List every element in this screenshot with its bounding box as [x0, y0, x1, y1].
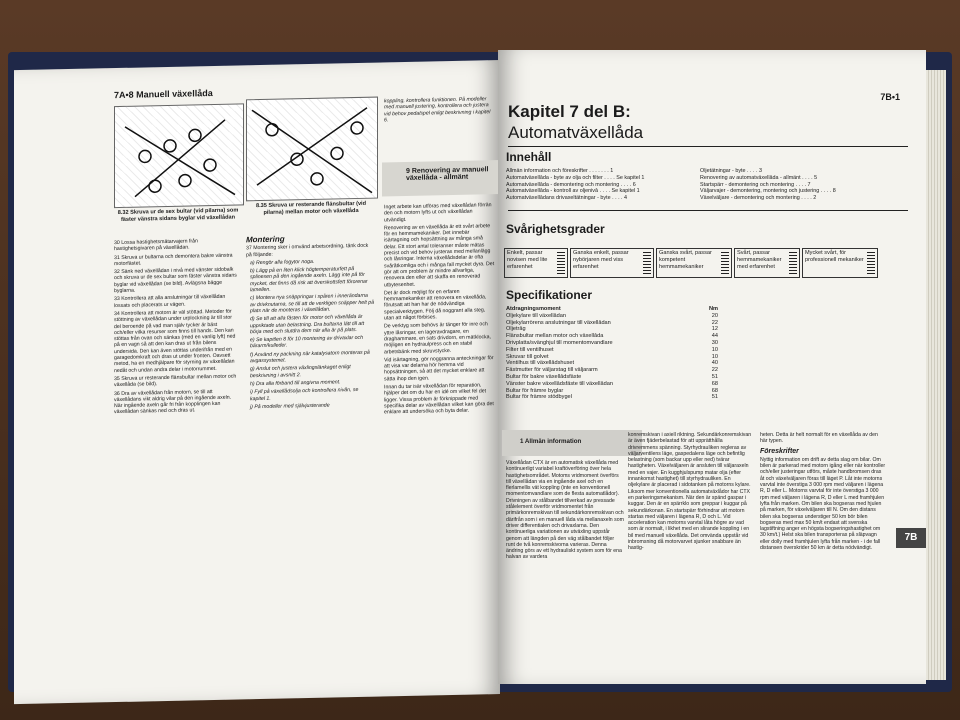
- table-row: [506, 354, 718, 361]
- torque-value: 10: [711, 353, 718, 360]
- difficulty-title: Svårighetsgrader: [506, 222, 605, 236]
- paragraph: Det är dock möjligt för en erfaren hemmamekaniker att renovera en växellåda, förutsatt att han har de nödvändiga specialverktygen. Följ då noggrant alla steg, utan att något förbises.: [384, 288, 487, 322]
- left-column-3-top: koppling, kontrollera funktionen. På modeller med manuell justering, kontrollera och justera vid behov pedalspel enligt beskrivning i kapitel 6.: [384, 96, 491, 124]
- torque-item: Bultar för främre byglar: [506, 387, 564, 394]
- torque-item: Bultar för bakre växellådsfäste: [506, 373, 582, 380]
- torque-value: 10: [711, 346, 718, 353]
- spanner-icon: [721, 252, 729, 274]
- figure-8-35: [246, 97, 378, 202]
- torque-value: 30: [711, 339, 718, 346]
- torque-header: [506, 306, 718, 313]
- difficulty-1: [504, 248, 568, 278]
- list-item: i) Fyll på växellådsolja och kontrollera nivån, se kapitel 1.: [250, 387, 359, 402]
- torque-item: Skruvar till golvet: [506, 353, 549, 360]
- difficulty-5: [802, 248, 878, 278]
- list-item: d) Se till att alla fästen för motor och växellåda är uppriktade utan belastning. Dra bultarna lätt till att börja med och slutdra dem när alla är på plats.: [250, 314, 365, 336]
- figure-8-35-caption: 8.35 Skruva ur resterande flänsbultar (vid pilarna) mellan motor och växellåda: [255, 200, 367, 216]
- paragraph: 32 Sänk ned växellådan i nivå med vänster sidobalk och skruva ur de sex bultar som fäster vänstra sidans byglar vid växellådan (se bild). Avlägsna bägge byglarna.: [114, 266, 237, 295]
- difficulty-label: Ganska svårt, passar kompetent hemmamekaniker: [659, 250, 712, 270]
- torque-item: Fästmutter för väljarstag till väljararm: [506, 367, 598, 374]
- right-column-1: Växellådan CTX är en automatisk växellåda med kontinuerligt variabel kraftöverföring över hela hastighetsområdet. Motoms vridmoment överförs till växellådan via en ingående axel och en flerlamellis vät koppling (inte en konventionell momentomvandlare som de flesta automatlådor). Drivningen av stålbandet tillverkad av pressade stålelement överför vridmomentet från primärkonremskivan till sekundärkonremskivan och därifrån som i en manuell låda via mellanaxeln som driver differentialen och drivaxlarna. Den kontinuerliga variationen av utväxling uppstår genom att längden på den väg stålbandet följer runt de två konremskivorna varieras. Denna ändring görs av ett hydrauliskt system som för ena halvan av vardera: [506, 460, 624, 561]
- torque-value: 22: [711, 367, 718, 374]
- title-rule: [508, 146, 908, 147]
- contents-item: Allmän information och föreskrifter . . . . . . . 1: [506, 168, 614, 174]
- list-item: f) Använd ny packning när katalysatorn monteras på avgassystemet.: [250, 349, 370, 365]
- table-row: [506, 313, 718, 320]
- list-item: e) Se kapitlen 8 för 10 montering av drivaxlar och bärarm/kulleder.: [250, 335, 364, 350]
- bolt-arrows-diagram-1: [115, 104, 243, 207]
- table-row: [506, 381, 718, 388]
- contents-item: Automatväxellåda - kontroll av oljenivå . . . . Se kapitel 1: [506, 188, 640, 195]
- difficulty-label: Enkelt, passar novisen med lite erfarenhet: [507, 250, 548, 270]
- list-item: g) Anslut och justera växlingslänkaget enligt beskrivning i avsnitt 2.: [250, 364, 351, 379]
- table-row: [506, 340, 718, 347]
- section-9-header: [382, 160, 500, 196]
- paragraph: 30 Lossa hastighetsmätarvajern från hastighetsgivaren på växellådan.: [114, 238, 198, 253]
- table-row: [506, 326, 718, 333]
- table-row: [506, 367, 718, 374]
- contents-item: Renovering av automatväxellåda - allmänt . . . . 5: [700, 174, 818, 181]
- contents-item: Väljarvajer - demontering, montering och justering . . . . 8: [700, 188, 836, 195]
- paragraph: Inget arbete kan utföras med växellådan förrän den och motorn lyfts ut och växellådan utvändigt.: [384, 202, 492, 224]
- section-9-title: 9 Renovering av manuell växellåda - allmänt: [406, 166, 489, 182]
- paragraph: Nyttig information om drift av detta slag om bilar. Om bilen är parkerad med motorn igång eller när kontroller och/eller justeringar utförs, måste handbromsen dras åt och växelväljaren föras till läget P. Låt inte motorns varvtal inte överstiga 3 000 rpm med väljaren i lägena R, D eller L. Motorns varvtal för inte överstiga 3 000 rpm med väljaren i lägena R, D eller L med framhjulen lyfta från marken. Om bilen ska bogseras med hjulen på marken, för växelväljaren till N. Om den distans bilen ska bogseras understiger 50 km bör bilen bogseras med max 50 km/t endast att svenska lagstiftning anger en högsta bogseringshastighet om 30 km/t.) Helst ska bilen transporteras på släpvagn eller dolly med framhjulen lyfta från marken - i de fall distansen överskrider 50 km är detta nödvändigt.: [760, 456, 886, 552]
- spanner-icon: [789, 252, 797, 274]
- contents-title: Innehåll: [506, 150, 552, 164]
- list-item: c) Montera nya snäppringar i spåren i innerändarna av drivknutarna, se till att de verkligen snäpper helt på plats när de monteras i växellådan.: [250, 293, 374, 315]
- table-row: [506, 347, 718, 354]
- foreskrifter-title: Föreskrifter: [760, 447, 799, 455]
- figure-8-32: [114, 103, 244, 208]
- contents-left: [506, 168, 696, 202]
- left-column-1: [114, 237, 238, 417]
- torque-value: 68: [711, 387, 718, 394]
- allman-info-header: 1 Allmän information: [502, 430, 642, 456]
- torque-value: 40: [711, 360, 718, 367]
- torque-value: 51: [711, 373, 718, 380]
- right-page: [498, 50, 926, 684]
- torque-value: 44: [711, 333, 718, 340]
- difficulty-3: [656, 248, 732, 278]
- left-column-3: [384, 202, 496, 418]
- torque-item: Bultar för främre stödbygel: [506, 394, 572, 401]
- difficulty-4: [734, 248, 800, 278]
- chapter-tab: 7B: [896, 528, 926, 548]
- list-item: b) Lägg på en liten klick högtemperaturfett på splinesen på den ingående axeln. Lägg inte på för mycket, det finns då risk att överskottsfett förorenar lamellen.: [250, 266, 368, 294]
- torque-item: Flänsbultar mellan motor och växellåda: [506, 333, 604, 340]
- paragraph: 34 Kontrollera att motorn är väl stöttad. Metoder för stöttning av växellådan under urplockning är till stor del beroende på vad man själv tycker är bäst och/eller vilka resurser som finns till hands. Den kan stöttas från ovan och sänkas (med en vanlig lyft) ned på en vagn så att den kan dras ut från bilens undersida. Den kan även stöttas underifrån med en garagedomkraft och dras ut under fronten. Oavsett metod, ha en medhjälpare för styrning av växellådan nedåt och undan andra delar i motorrummet.: [114, 308, 236, 374]
- contents-rule: [508, 210, 908, 211]
- table-row: [506, 394, 718, 401]
- contents-item: Automatväxellåda - byte av olja och filter . . . . Se kapitel 1: [506, 174, 645, 181]
- paragraph: De verktyg som behövs är tänger för inre och yttre låsringar, en lageravdragare, en draghammare, en sats drivdorn, en mätklocka, möjligen en hydraulpress och en stabil arbetsbänk med skruvstycke.: [384, 321, 491, 355]
- torque-item: Oljekylarrörens anslutningar till växellådan: [506, 319, 611, 326]
- difficulty-2: [570, 248, 654, 278]
- list-item: h) Dra alla förband till angivna moment.: [250, 379, 341, 388]
- torque-value: 68: [711, 380, 718, 387]
- table-row: [506, 388, 718, 395]
- torque-item: Ventilhus till växellådshuset: [506, 360, 575, 367]
- torque-label: Åtdragningsmoment: [506, 306, 561, 312]
- paragraph: 33 Kontrollera att alla anslutningar till växellådan lossats och placerats ur vägen.: [114, 294, 226, 309]
- paragraph: 35 Skruva ur resterande flänsbultar mellan motor och växellåda (se bild).: [114, 373, 237, 389]
- torque-value: 22: [711, 319, 718, 326]
- page-edges: [926, 70, 946, 680]
- chapter-subtitle: Automatväxellåda: [508, 123, 644, 142]
- torque-item: Drivplatta/svänghjul till momentomvandlare: [506, 339, 613, 346]
- torque-item: Oljetråg: [506, 326, 526, 333]
- figure-8-32-caption: 8.32 Skruva ur de sex bultar (vid pilarna) som fäster vänstra sidans byglar vid växellådan: [117, 207, 239, 223]
- torque-value: 20: [711, 312, 718, 319]
- contents-right: [700, 168, 886, 202]
- torque-item: Filter till ventilhuset: [506, 346, 554, 353]
- right-column-2: konremskivan i axiell riktning. Sekundärkonremskivan är även fjäderbelastad för att upprätthålla drivremmens spänning. Styrhydrauliken regleras av väljarventilens läge, gaspedalens läge och befintlig belastning (som backar upp eller ned) tvärar hastigheten. Växelväljaren är ansluten till väljaraxeln med en vajer. En kugghjulspump matar olja (efter innankomst hastighet) till styrhydrauliken. En oljekylare är placerad i sidotanken på motorns kylare. Liksom mer konventionella automatväxlådor har CTX en parkeringsmekanism. När den är spänd gaspar i kuggar. Den är en spärrklo som greppar i kuggar på sekundärkonan. En startspärr förhindrar att motorn startas med väljaren i lägena R, D och L. Vid acceleration kan motorns varvtal låta högre av vad som är normalt, i likhet med en slirande koppling i en bil med manuell växellåda. Det omvända uppstår vid inbromsning då motorvarvet sjunker snabbare än hastig-: [628, 432, 752, 552]
- difficulty-label: Ganska enkelt, passar nybörjaren med viss erfarenhet: [573, 250, 629, 270]
- right-column-3: [760, 432, 886, 551]
- torque-value: 51: [711, 394, 718, 401]
- right-page-header: 7B•1: [880, 92, 900, 102]
- table-row: [506, 360, 718, 367]
- left-column-2: [246, 235, 374, 413]
- table-row: [506, 333, 718, 340]
- list-item: a) Rengör alla fogytor noga.: [250, 258, 315, 267]
- spanner-icon: [867, 252, 875, 274]
- paragraph: 36 Dra av växellådan från motorn, se till att växellådans vikt aldrig vilar på den ingående axeln. När ingående axeln går fri från kopplingen kan växellådan sänkas ned och dras ut.: [114, 388, 232, 416]
- contents-item: Växelväljare - demontering och montering . . . . 2: [700, 195, 817, 202]
- torque-table: [506, 306, 718, 401]
- difficulty-label: Svårt, passar hemmamekaniker med erfarenhet: [737, 250, 782, 270]
- contents-item: Automatväxellåda - demontering och montering . . . . 6: [506, 181, 636, 188]
- chapter-title: Kapitel 7 del B:: [508, 102, 631, 121]
- contents-item: Oljetätningar - byte . . . . 3: [700, 168, 763, 174]
- contents-item: Automatväxellådans drivaxeltätningar - byte . . . . 4: [506, 195, 628, 202]
- left-page: [14, 60, 500, 704]
- torque-unit: Nm: [708, 306, 718, 312]
- difficulty-label: Mycket svårt, för professionell mekaniker: [805, 250, 864, 263]
- contents-item: Startspärr - demontering och montering . . . . 7: [700, 181, 811, 188]
- paragraph: 31 Skruva ur bultarna och demontera bakre vänstra motorfästet.: [114, 252, 233, 267]
- torque-item: Oljekylare till växellådan: [506, 312, 567, 319]
- spanner-icon: [643, 252, 651, 274]
- left-page-header: 7A•8 Manuell växellåda: [114, 88, 213, 101]
- spec-title: Specifikationer: [506, 288, 593, 302]
- torque-value: 12: [711, 326, 718, 333]
- paragraph: Innan du tar isär växellådan för reparation, hjälper det om du har en idé om vilket fel det ligger. Vissa problem är förknippade med specifika delar av växellådan vilket kan göra det enklare att undersöka och byta delar.: [384, 382, 494, 416]
- torque-item: Vänster bakre växellådsfäste till växellådan: [506, 380, 613, 387]
- paragraph: Vid isärtagning, gör noggranna anteckningar för att visa var delarna hör hemma vid hopsättningen, så att det mycket enklare att sätta ihop den igen.: [384, 354, 494, 383]
- paragraph: 37 Montering sker i omvänd arbetsordning, tänk dock på följande:: [246, 243, 369, 258]
- montering-title: Montering: [246, 234, 285, 245]
- bolt-arrows-diagram-2: [247, 98, 377, 201]
- list-item: j) På modeller med självjusterande: [250, 402, 330, 411]
- paragraph: Renovering av en växellåda är ett svårt arbete för en hemmamekaniker. Det innebär isärtagning och hopsättning av många små delar. Ett stort antal toleranser måste mätas precist och vid behov justeras med mellanlägg och låsringar. Interna växellådsdelar är ofta svåråtkomliga och i många fall mycket dyra. Det gör att om problem är mindre allvarliga, renovera den eller att skaffa en renoverad utbytesenhet.: [384, 223, 495, 288]
- table-row: [506, 374, 718, 381]
- paragraph: heten. Detta är helt normalt för en växellåda av den här typen.: [760, 432, 878, 445]
- spanner-icon: [557, 252, 565, 274]
- table-row: [506, 320, 718, 327]
